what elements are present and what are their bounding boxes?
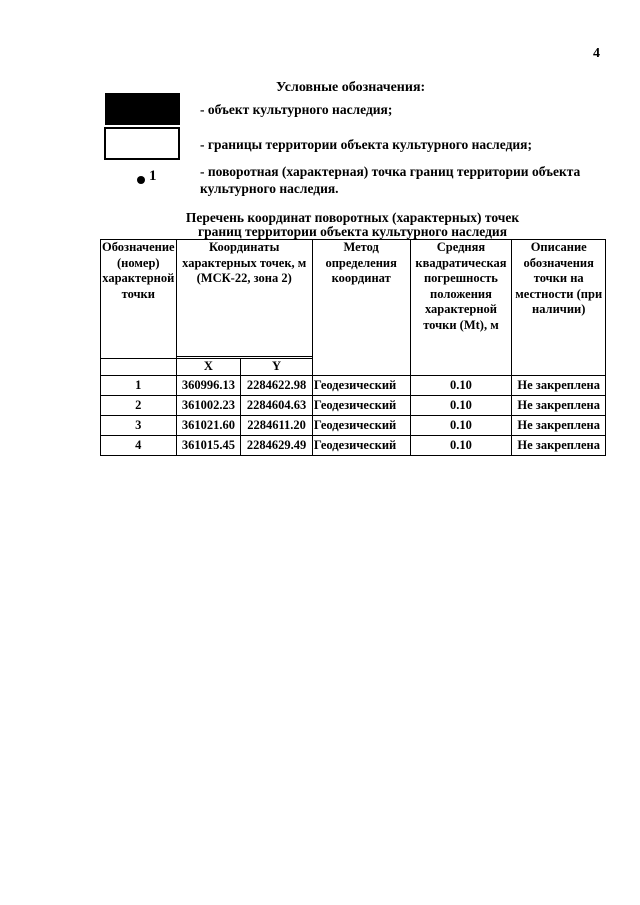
cell-x: 361021.60 — [176, 416, 241, 436]
header-y: Y — [241, 359, 313, 376]
table-title-line2: границ территории объекта культурного наследия — [197, 224, 508, 239]
legend-point-icon — [137, 176, 145, 184]
table-row — [101, 436, 606, 456]
cell-method: Геодезический — [312, 376, 410, 396]
header-method: Метод определения координат — [312, 240, 410, 376]
page-number: 4 — [593, 46, 600, 61]
cell-description: Не закреплена — [512, 376, 606, 396]
table-title-line1: Перечень координат поворотных (характерных) точек — [185, 210, 520, 225]
legend-item-turning-point: - поворотная (характерная) точка границ территории объекта культурного наследия. — [200, 164, 581, 196]
cell-y: 2284629.49 — [241, 436, 313, 456]
cell-point-number: 2 — [101, 396, 177, 416]
cell-error: 0.10 — [410, 396, 512, 416]
header-coordinates: Координаты характерных точек, м (МСК-22, зона 2) — [176, 240, 312, 357]
cell-y: 2284604.63 — [241, 396, 313, 416]
coordinates-table — [100, 239, 606, 456]
legend-item-heritage-object: - объект культурного наследия; — [200, 102, 393, 117]
cell-x: 360996.13 — [176, 376, 241, 396]
legend-title: Условные обозначения: — [276, 80, 426, 95]
cell-method: Геодезический — [312, 416, 410, 436]
cell-point-number: 3 — [101, 416, 177, 436]
cell-x: 361002.23 — [176, 396, 241, 416]
cell-method: Геодезический — [312, 396, 410, 416]
legend-point-label: 1 — [149, 168, 157, 184]
header-x: X — [176, 359, 241, 376]
cell-x: 361015.45 — [176, 436, 241, 456]
cell-error: 0.10 — [410, 416, 512, 436]
header-description: Описание обозначения точки на местности (при наличии) — [512, 240, 606, 376]
legend-swatch-heritage-object — [105, 93, 180, 125]
header-point: Обозначение (номер) характерной точки — [101, 240, 177, 359]
cell-point-number: 4 — [101, 436, 177, 456]
cell-y: 2284622.98 — [241, 376, 313, 396]
legend-swatch-territory-border — [104, 127, 180, 160]
cell-y: 2284611.20 — [241, 416, 313, 436]
cell-description: Не закреплена — [512, 436, 606, 456]
header-error: Средняя квадратическая погрешность положения характерной точки (Mt), м — [410, 240, 512, 376]
legend-item-territory-border: - границы территории объекта культурного наследия; — [200, 137, 532, 152]
table-row — [101, 416, 606, 436]
cell-error: 0.10 — [410, 376, 512, 396]
cell-point-number: 1 — [101, 376, 177, 396]
table-title — [100, 211, 605, 239]
cell-description: Не закреплена — [512, 416, 606, 436]
cell-error: 0.10 — [410, 436, 512, 456]
cell-description: Не закреплена — [512, 396, 606, 416]
cell-method: Геодезический — [312, 436, 410, 456]
table-row — [101, 396, 606, 416]
header-point-spacer — [101, 359, 177, 376]
table-row — [101, 376, 606, 396]
